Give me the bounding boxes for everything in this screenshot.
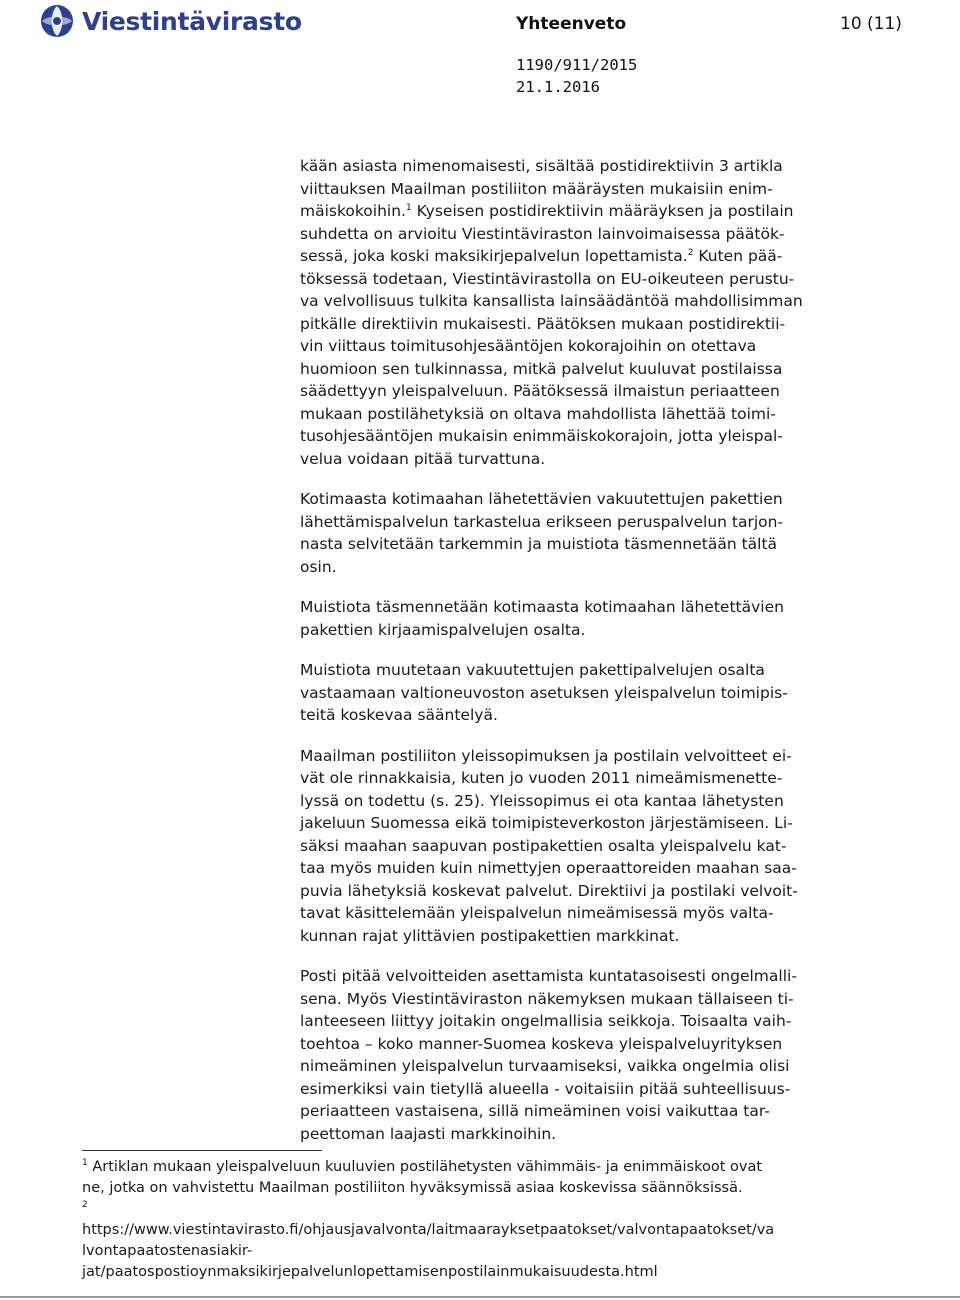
text-line: kään asiasta nimenomaisesti, sisältää postidirektiivin 3 artikla <box>300 157 783 175</box>
text-line: peettoman laajasti markkinoihin. <box>300 1124 557 1143</box>
text-line: lyssä on todettu (s. 25). Yleissopimus ei ota kantaa lähetysten <box>300 791 784 810</box>
text-line: va velvollisuus tulkita kansallista lainsäädäntöä mahdollisimman <box>300 292 803 310</box>
text-line: vin viittaus toimitusohjesääntöjen kokorajoihin on otettava <box>300 337 757 355</box>
footnote-2-link-cont[interactable]: jat/paatospostioynmaksikirjepalvelunlopettamisenpostilainmukaisuudesta.html <box>82 1264 658 1280</box>
text-line: esimerkiksi vain tietyllä alueella - voitaisiin pitää suhteellisuus- <box>300 1079 791 1098</box>
text-line: sena. Myös Viestintäviraston näkemyksen mukaan tällaiseen ti- <box>300 989 794 1008</box>
footnote-1 <box>82 1157 942 1178</box>
text-line: Posti pitää velvoitteiden asettamista kuntatasoisesti ongelmalli- <box>300 967 797 985</box>
paragraph-6 <box>300 965 900 1145</box>
text-line: vastaamaan valtioneuvoston asetuksen yleispalvelun toimipis- <box>300 683 788 702</box>
text-line: pitkälle direktiivin mukaisesti. Päätöksen mukaan postidirektii- <box>300 314 786 333</box>
text-fragment: mäiskokoihin. <box>300 202 406 220</box>
footnote-2-link-cont[interactable]: lvontapaatostenasiakir- <box>82 1243 253 1259</box>
reference-number: 1190/911/2015 <box>516 56 638 74</box>
text-line: lähettämispalvelun tarkastelua erikseen peruspalvelun tarjon- <box>300 512 784 531</box>
text-line: säädettyyn yleispalveluun. Päätöksessä ilmaistun periaatteen <box>300 382 780 400</box>
text-line: tavat käsittelemään yleispalvelun nimeämisessä myös valta- <box>300 904 774 922</box>
document-date: 21.1.2016 <box>516 78 600 96</box>
footnotes <box>82 1157 942 1283</box>
text-line: nasta selvitetään tarkemmin ja muistiota täsmennetään tältä <box>300 535 778 553</box>
text-line: Kotimaasta kotimaahan lähetettävien vakuutettujen pakettien <box>300 490 783 508</box>
text-line: Muistiota täsmennetään kotimaasta kotimaahan lähetettävien <box>300 598 784 616</box>
text-line: teitä koskevaa sääntelyä. <box>300 706 498 724</box>
text-line: nimeäminen yleispalvelun turvaamiseksi, vaikka ongelmia olisi <box>300 1057 790 1075</box>
page-number: 10 (11) <box>840 14 902 34</box>
text-fragment: sessä, joka koski maksikirjepalvelun lopettamista. <box>300 247 688 265</box>
text-line: kunnan rajat ylittävien postipakettien markkinat. <box>300 926 680 945</box>
page-bottom-rule <box>0 1296 960 1298</box>
footnote-text: Artiklan mukaan yleispalveluun kuuluvien postilähetysten vähimmäis- ja enimmäiskoot ovat <box>87 1159 763 1175</box>
text-line: Muistiota muutetaan vakuutettujen pakettipalvelujen osalta <box>300 661 765 679</box>
footnote-number: 2 <box>82 1200 88 1210</box>
text-line: jakeluun Suomessa eikä toimipisteverkoston järjestämiseen. Li- <box>300 814 793 832</box>
text-fragment: Kyseisen postidirektiivin määräyksen ja postilain <box>411 202 794 220</box>
text-line: toehtoa – koko manner-Suomea koskeva yleispalveluyrityksen <box>300 1034 783 1053</box>
paragraph-1 <box>300 155 900 470</box>
logo-icon <box>40 4 74 38</box>
text-line: mukaan postilähetyksiä on oltava mahdollista lähettää toimi- <box>300 404 776 423</box>
footnote-number: 1 <box>82 1158 88 1168</box>
text-line: velua voidaan pitää turvattuna. <box>300 449 546 468</box>
text-line: säksi maahan saapuvan postipakettien osalta yleispalvelu kat- <box>300 836 787 855</box>
text-line <box>300 245 900 268</box>
text-line: suhdetta on arvioitu Viestintäviraston lainvoimaisessa päätök- <box>300 224 785 243</box>
text-line: puvia lähetyksiä koskevat palvelut. Direktiivi ja postilaki velvoit- <box>300 881 798 900</box>
footnote-separator <box>82 1150 322 1151</box>
text-line: vät ole rinnakkaisia, kuten jo vuoden 2011 nimeämismenette- <box>300 769 783 787</box>
footnote-2 <box>82 1199 942 1220</box>
document-type: Yhteenveto <box>516 14 627 34</box>
paragraph-4 <box>300 659 900 727</box>
body-text <box>300 155 900 1163</box>
text-line: huomioon sen tulkinnassa, mitkä palvelut kuuluvat postilaissa <box>300 359 783 378</box>
text-line: osin. <box>300 557 337 576</box>
paragraph-2 <box>300 488 900 578</box>
text-line: pakettien kirjaamispalvelujen osalta. <box>300 620 586 639</box>
text-line: viittauksen Maailman postiliiton määräysten mukaisiin enim- <box>300 179 773 198</box>
text-line: Maailman postiliiton yleissopimuksen ja postilain velvoitteet ei- <box>300 746 792 765</box>
text-line <box>300 200 900 223</box>
footnote-ref-2[interactable]: 2 <box>687 248 694 258</box>
text-line: periaatteen vastaisena, sillä nimeäminen voisi vaikuttaa tar- <box>300 1102 770 1120</box>
text-line: tusohjesääntöjen mukaisin enimmäiskokorajoin, jotta yleispal- <box>300 427 783 445</box>
footnote-1-cont: ne, jotka on vahvistettu Maailman postiliiton hyväksymissä asiaa koskevissa säännöksissä. <box>82 1180 743 1196</box>
text-line: taa myös muiden kuin nimettyjen operaattoreiden maahan saa- <box>300 859 797 877</box>
paragraph-5 <box>300 745 900 948</box>
text-line: töksessä todetaan, Viestintävirastolla on EU-oikeuteen perustu- <box>300 269 795 288</box>
footnote-2-link[interactable]: https://www.viestintavirasto.fi/ohjausjavalvonta/laitmaaraykset​paatokset/valvontapaatokset/va <box>82 1222 775 1238</box>
text-line: lanteeseen liittyy joitakin ongelmallisia seikkoja. Toisaalta vaih- <box>300 1012 792 1030</box>
text-fragment: Kuten pää- <box>693 247 783 265</box>
logo <box>40 4 302 38</box>
footnote-ref-1[interactable]: 1 <box>405 203 412 213</box>
logo-text: Viestintävirasto <box>82 6 302 36</box>
paragraph-3 <box>300 596 900 641</box>
